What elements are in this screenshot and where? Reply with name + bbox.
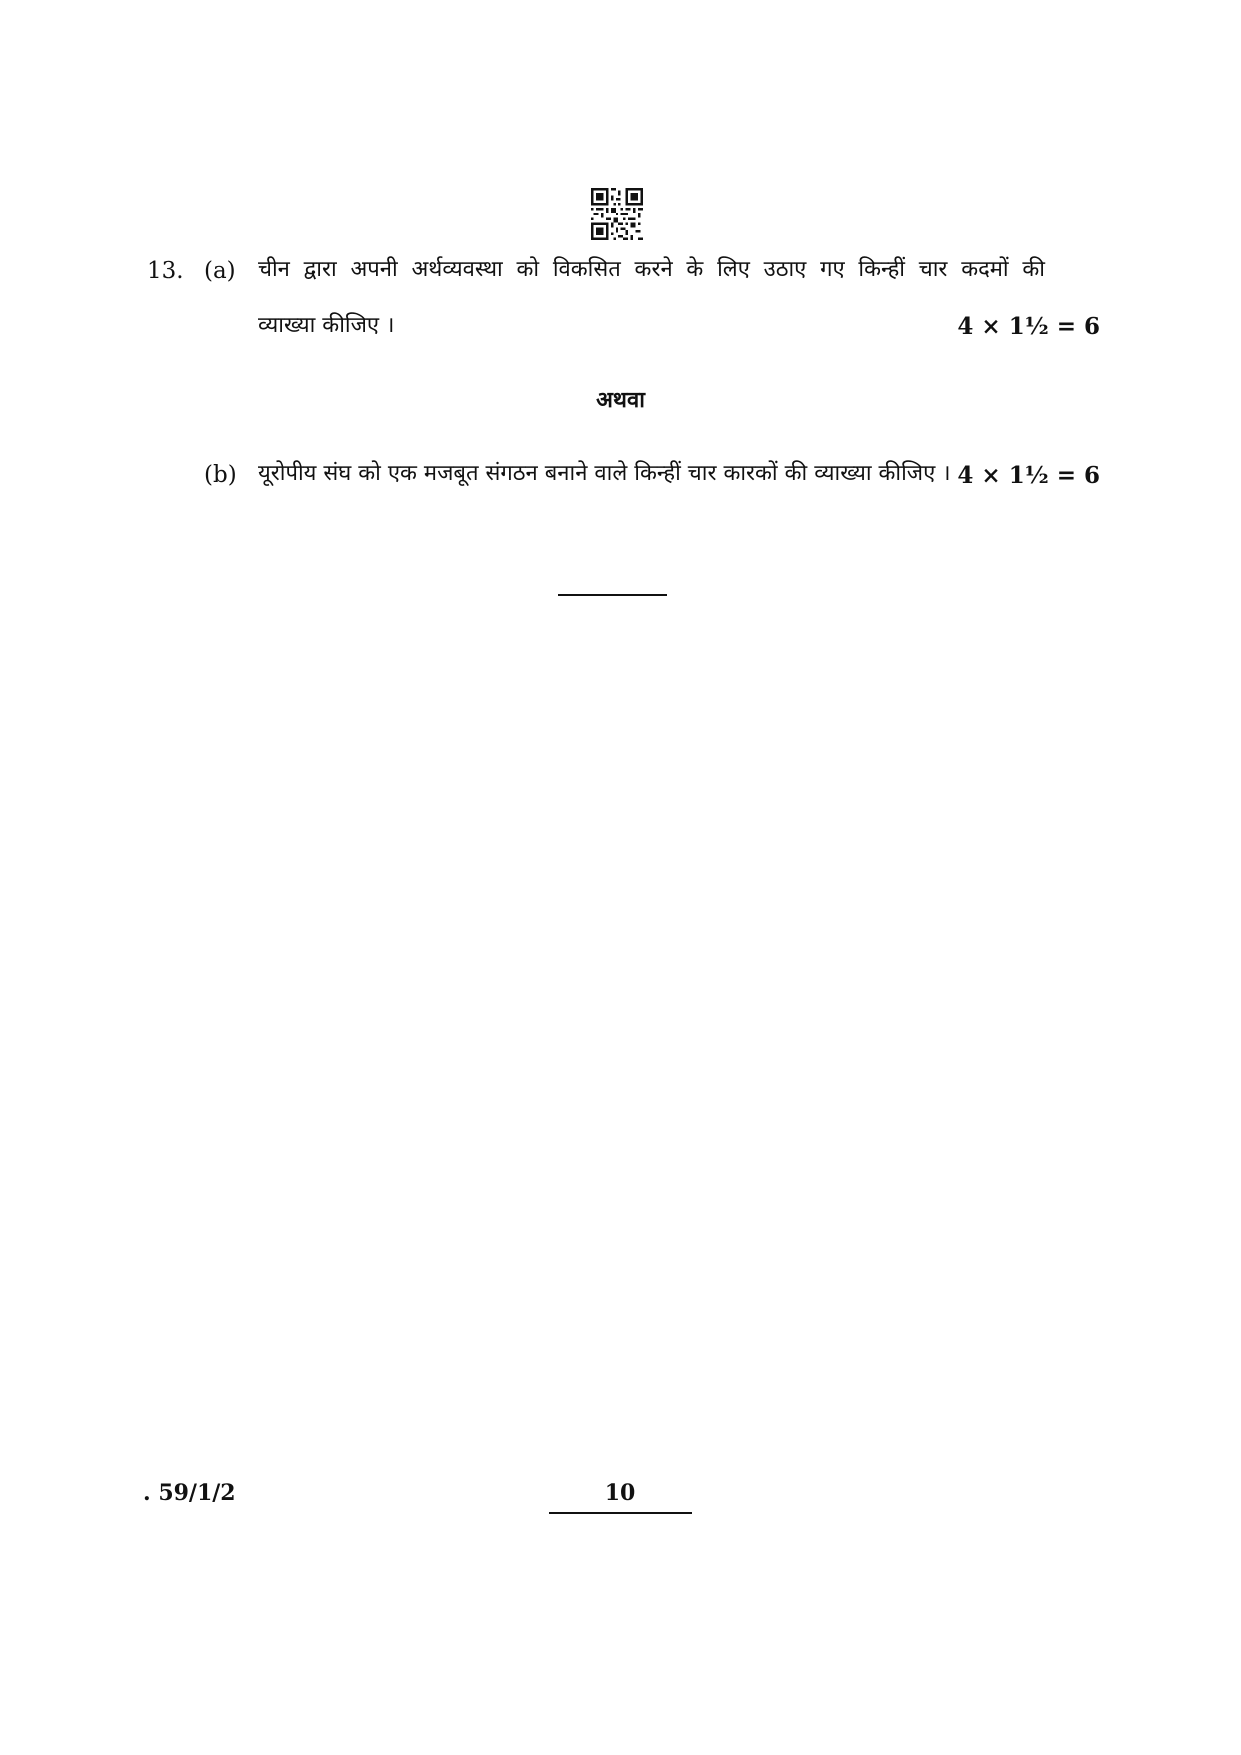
part-b-marks: 4 × 1½ = 6 [957,462,1100,489]
part-a-label: (a) [204,258,236,284]
page-number: 10 [604,1480,636,1506]
part-b-text: यूरोपीय संघ को एक मजबूत संगठन बनाने वाले किन्हीं चार कारकों की व्याख्या कीजिए । [258,461,951,486]
paper-code: . 59/1/2 [143,1480,236,1506]
part-a-text-line1: चीन द्वारा अपनी अर्थव्यवस्था को विकसित करने के लिए उठाए गए किन्हीं चार कदमों की [258,257,1045,282]
end-of-question-rule [558,594,667,596]
part-a-text-line2: व्याख्या कीजिए । [258,313,395,338]
part-b-label: (b) [204,462,237,488]
part-a-marks: 4 × 1½ = 6 [957,313,1100,340]
page-number-rule [549,1512,692,1514]
question-number: 13. [147,258,184,284]
or-divider-text: अथवा [596,387,645,413]
qr-code-icon [591,188,643,240]
